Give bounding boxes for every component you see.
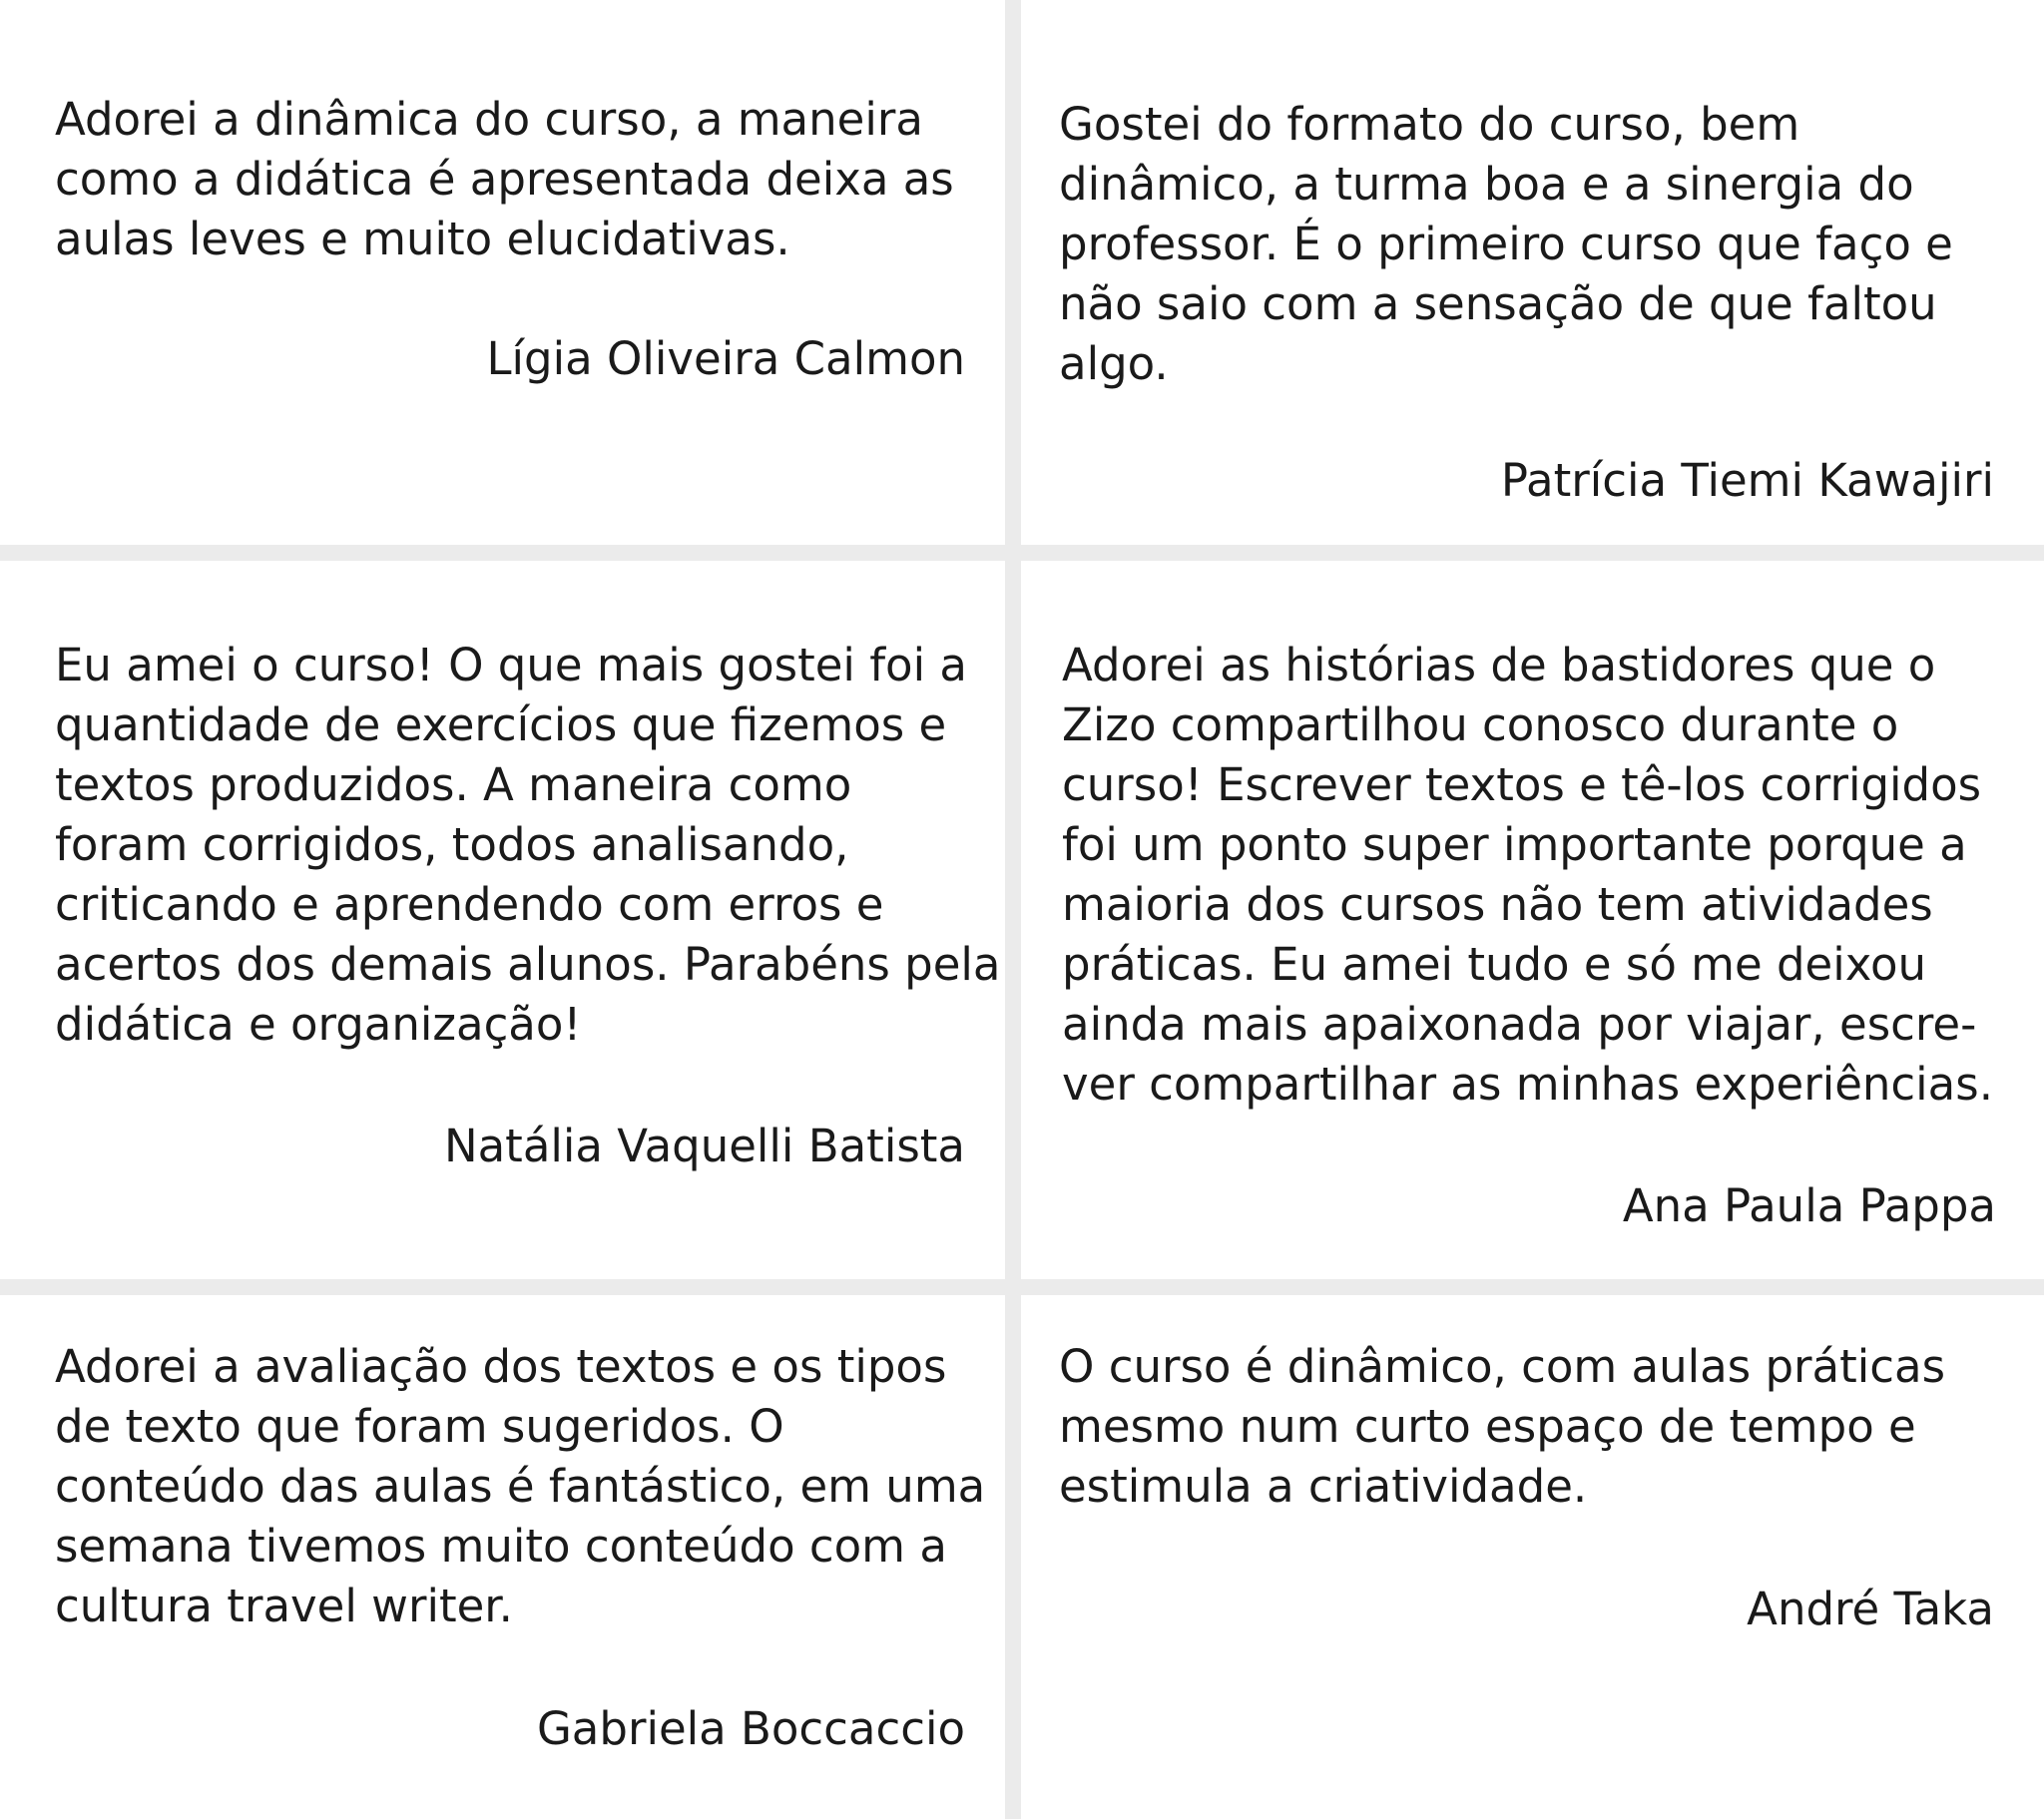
quote-line: como a didática é apresentada deixa as xyxy=(55,153,954,206)
quote-line: curso! Escrever textos e tê-los corrigidos xyxy=(1062,758,1982,811)
quote-line: práticas. Eu amei tudo e só me deixou xyxy=(1062,938,1927,991)
quote-line: ainda mais apaixonada por viajar, escre- xyxy=(1062,998,1977,1051)
quote-line: aulas leves e muito elucidativas. xyxy=(55,213,790,265)
testimonial-quote xyxy=(1059,1337,1945,1517)
quote-line: acertos dos demais alunos. Parabéns pela xyxy=(55,938,1001,991)
testimonial-card xyxy=(1021,561,2044,1279)
testimonial-author: Natália Vaquelli Batista xyxy=(443,1120,965,1172)
quote-line: ver compartilhar as minhas experiências. xyxy=(1062,1058,1994,1111)
quote-line: cultura travel writer. xyxy=(55,1580,513,1632)
quote-line: Adorei a dinâmica do curso, a maneira xyxy=(55,93,923,146)
testimonial-quote xyxy=(55,90,954,269)
quote-line: não saio com a sensação de que faltou xyxy=(1059,277,1937,330)
quote-line: Zizo compartilhou conosco durante o xyxy=(1062,698,1899,751)
quote-line: didática e organização! xyxy=(55,998,582,1051)
quote-line: Eu amei o curso! O que mais gostei foi a xyxy=(55,639,967,691)
testimonial-quote xyxy=(1062,636,1993,1115)
quote-line: algo. xyxy=(1059,337,1169,390)
testimonial-card xyxy=(0,1295,1005,1819)
quote-line: quantidade de exercícios que fizemos e xyxy=(55,698,947,751)
testimonial-author: Lígia Oliveira Calmon xyxy=(486,332,965,385)
quote-line: criticando e aprendendo com erros e xyxy=(55,878,884,931)
testimonial-card xyxy=(0,0,1005,545)
quote-line: estimula a criatividade. xyxy=(1059,1460,1588,1513)
testimonial-author: Gabriela Boccaccio xyxy=(536,1702,965,1755)
testimonial-author: Ana Paula Pappa xyxy=(1622,1179,1996,1232)
quote-line: de texto que foram sugeridos. O xyxy=(55,1400,784,1453)
testimonial-quote xyxy=(55,636,1001,1055)
testimonial-card xyxy=(0,561,1005,1279)
testimonial-quote xyxy=(55,1337,985,1636)
quote-line: textos produzidos. A maneira como xyxy=(55,758,852,811)
testimonial-card xyxy=(1021,0,2044,545)
quote-line: Adorei a avaliação dos textos e os tipos xyxy=(55,1340,947,1393)
quote-line: foi um ponto super importante porque a xyxy=(1062,818,1967,871)
quote-line: maioria dos cursos não tem atividades xyxy=(1062,878,1933,931)
quote-line: O curso é dinâmico, com aulas práticas xyxy=(1059,1340,1946,1393)
quote-line: Gostei do formato do curso, bem xyxy=(1059,98,1800,151)
quote-line: mesmo num curto espaço de tempo e xyxy=(1059,1400,1916,1453)
quote-line: dinâmico, a turma boa e a sinergia do xyxy=(1059,158,1914,211)
testimonial-quote xyxy=(1059,95,1953,394)
quote-line: professor. É o primeiro curso que faço e xyxy=(1059,218,1953,270)
testimonial-card xyxy=(1021,1295,2044,1819)
quote-line: semana tivemos muito conteúdo com a xyxy=(55,1520,947,1573)
testimonial-author: Patrícia Tiemi Kawajiri xyxy=(1500,454,1994,507)
testimonial-author: André Taka xyxy=(1747,1583,1994,1635)
quote-line: conteúdo das aulas é fantástico, em uma xyxy=(55,1460,986,1513)
quote-line: foram corrigidos, todos analisando, xyxy=(55,818,849,871)
quote-line: Adorei as histórias de bastidores que o xyxy=(1062,639,1936,691)
